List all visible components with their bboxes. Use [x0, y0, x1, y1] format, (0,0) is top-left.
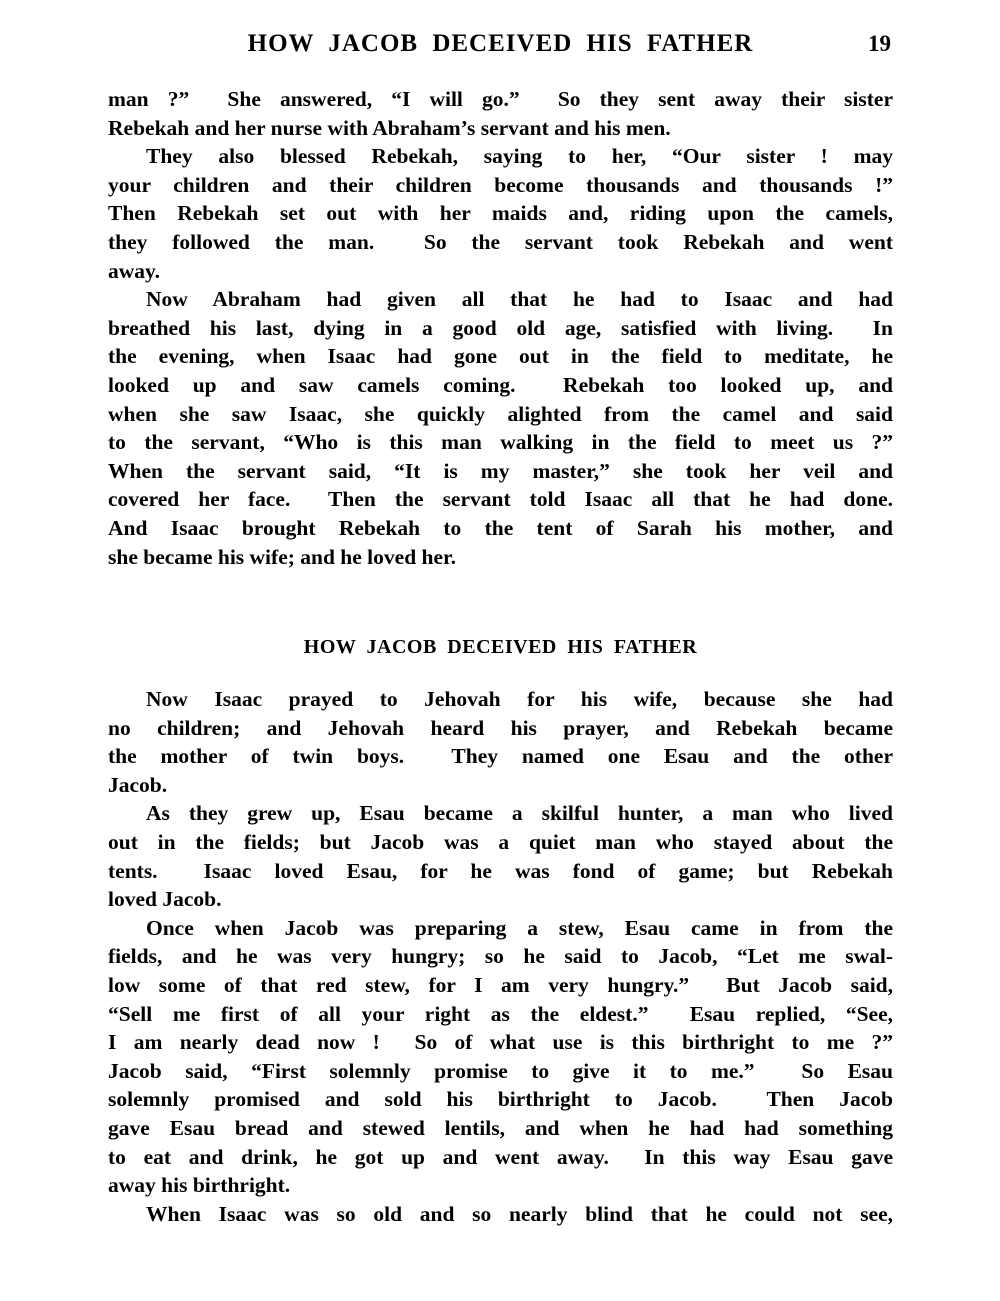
text-line: she became his wife; and he loved her.	[108, 544, 456, 569]
text-line: “Sell me first of all your right as the eldest.” Esau replied, “See,	[108, 1001, 893, 1026]
paragraph	[108, 914, 893, 1200]
text-line: tents. Isaac loved Esau, for he was fond of game; but Rebekah	[108, 858, 893, 883]
text-line: out in the fields; but Jacob was a quiet man who stayed about the	[108, 830, 893, 855]
text-line: gave Esau bread and stewed lentils, and when he had had something	[108, 1116, 893, 1140]
text-line: fields, and he was very hungry; so he said to Jacob, “Let me swal-	[108, 944, 893, 969]
text-line: low some of that red stew, for I am very hungry.” But Jacob said,	[108, 973, 893, 998]
text-line: They also blessed Rebekah, saying to her, “Our sister ! may	[146, 144, 893, 169]
text-line: When the servant said, “It is my master,” she took her veil and	[108, 458, 893, 483]
section-heading: HOW JACOB DECEIVED HIS FATHER	[303, 636, 698, 659]
paragraph	[108, 142, 893, 285]
text-line: away his birthright.	[108, 1173, 291, 1198]
text-line: Now Abraham had given all that he had to Isaac and had	[146, 287, 893, 312]
text-line: loved Jacob.	[108, 887, 222, 912]
text-line: when she saw Isaac, she quickly alighted from the camel and said	[108, 401, 893, 426]
text-line: to the servant, “Who is this man walking in the field to meet us ?”	[108, 430, 893, 455]
text-line: Once when Jacob was preparing a stew, Esau came in from the	[146, 915, 893, 940]
page-body	[108, 85, 893, 1228]
text-line: As they grew up, Esau became a skilful hunter, a man who lived	[146, 801, 893, 826]
text-line: Jacob said, “First solemnly promise to give it to me.” So Esau	[108, 1058, 893, 1083]
text-line: When Isaac was so old and so nearly blind that he could not see,	[146, 1201, 893, 1226]
text-line: the mother of twin boys. They named one Esau and the other	[108, 744, 893, 769]
text-line: they followed the man. So the servant took Rebekah and went	[108, 229, 893, 254]
text-line: Then Rebekah set out with her maids and, riding upon the camels,	[108, 201, 893, 226]
text-line: And Isaac brought Rebekah to the tent of Sarah his mother, and	[108, 515, 893, 540]
text-line: I am nearly dead now ! So of what use is this birthright to me ?”	[108, 1030, 893, 1055]
running-header	[108, 30, 893, 62]
text-line: the evening, when Isaac had gone out in the field to meditate, he	[108, 344, 893, 369]
text-line: solemnly promised and sold his birthright to Jacob. Then Jacob	[108, 1087, 893, 1112]
text-line: away.	[108, 258, 160, 283]
text-line: to eat and drink, he got up and went away. In this way Esau gave	[108, 1144, 893, 1169]
text-line: looked up and saw camels coming. Rebekah too looked up, and	[108, 372, 893, 397]
running-header-title: HOW JACOB DECEIVED HIS FATHER	[247, 30, 754, 57]
paragraph	[108, 799, 893, 913]
page-number: 19	[868, 31, 891, 56]
paragraph	[108, 1200, 893, 1229]
paragraph	[108, 85, 893, 142]
text-line: covered her face. Then the servant told Isaac all that he had done.	[108, 487, 893, 512]
paragraph	[108, 285, 893, 571]
text-line: Jacob.	[108, 772, 168, 797]
text-line: man ?” She answered, “I will go.” So they sent away their sister	[108, 87, 893, 111]
paragraph	[108, 685, 893, 799]
text-line: your children and their children become thousands and thousands !”	[108, 172, 893, 197]
text-line: breathed his last, dying in a good old age, satisfied with living. In	[108, 315, 893, 340]
text-line: Rebekah and her nurse with Abraham’s servant and his men.	[108, 115, 671, 140]
text-line: Now Isaac prayed to Jehovah for his wife, because she had	[146, 687, 893, 712]
text-line: no children; and Jehovah heard his prayer, and Rebekah became	[108, 715, 893, 740]
